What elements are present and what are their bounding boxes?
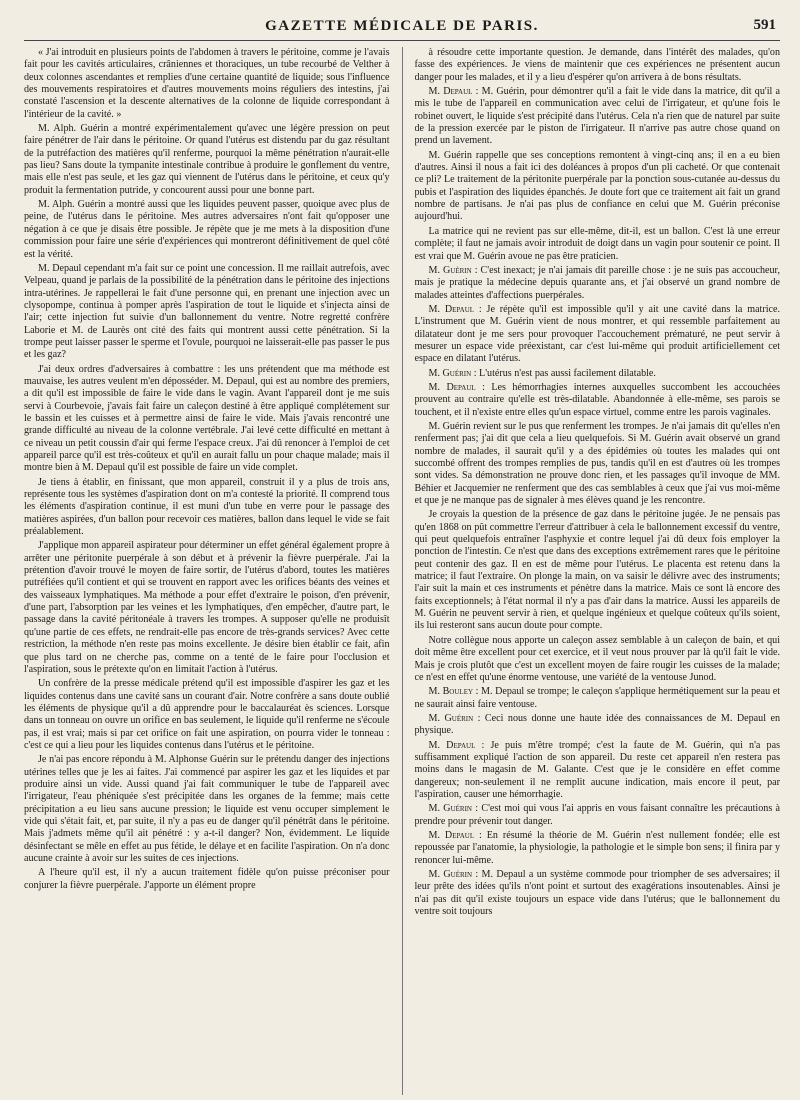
speaker-name: M. Guérin — [428, 803, 472, 815]
paragraph — [415, 226, 781, 263]
paragraph — [415, 713, 781, 738]
paragraph-text: : C'est moi qui vous l'ai appris en vous faisant connaître les précautions à prendre pour prévenir tout danger. — [414, 803, 780, 827]
paragraph — [415, 86, 781, 148]
paragraph-text: J'applique mon appareil aspirateur pour déterminer un effet général également propre à arrêter une péritonite puerpérale à son début et à prévenir la fièvre puerpérale. J'ai la prétention d'avoir trouvé le moyen de faire sortir, de l'utérus d'abord, toutes les matières putréfiées qu'il contient et qui se trouvent en rapport avec les orifices béants des veines et des vaisseaux lymphatiques. Ma méthode a pour effet d'extraire le poison, d'en prévenir, d'une part, l'absorption par les veines et les lymphatiques, d'en empêcher, d'autre part, le passage dans la cavité péritonéale à travers les trompes. A supposer qu'elle ne produisît qu'une partie de ces effets, ne rendrait-elle pas encore de très-grands services? Avec cette restriction, la méthode n'en reste pas moins excellente. Je désire bien établir ce fait, afin que plus tard on ne cherche pas, comme on a tenté de le faire pour l'occlusion et l'aspiration, sous le prétexte qu'on en limitait l'action à l'utérus. — [24, 540, 390, 675]
paragraph-text: : M. Depaul a un système commode pour triompher de ses adversaires; il leur prête des idées qu'ils n'ont point et surtout des exagérations insoutenables. Ainsi je n'ai pas dit qu'il existe toujours un espace vide dans l'utérus; que le ballonnement du ventre soit toujours — [414, 869, 780, 918]
paragraph-text: Je croyais la question de la présence de gaz dans le péritoine jugée. Je ne pensais pas qu'en 1868 on pût commettre l'erreur d'attribuer à cela le ballonnement excessif du ventre, qui peut quelquefois entraîner l'asphyxie et contre lequel j'ai dû deux fois employer la ponction de l'intestin. Ce n'est que dans des exceptions extrêmement rares que le péritoine peut contenir des gaz. Il en est de même pour l'utérus. Le placenta est retenu dans la matrice; il faut l'extraire. On plonge la main, on va saisir le délivre avec des instruments; l'air suit la main et ces instruments et pénètre dans la matrice. Mais ce sont là encore des faits exceptionnels; à l'état normal il n'y a pas d'air dans la matrice. Aussi les appareils de M. Guérin ne peuvent servir à rien, et quelque ingénieux et quelque coûteux qu'ils soient, ils lui resteront sans aucun doute pour compte. — [414, 509, 780, 632]
text-columns — [24, 47, 780, 1095]
paragraph — [24, 47, 390, 121]
paragraph-text: Notre collègue nous apporte un caleçon assez semblable à un caleçon de bain, et qui doit même être excellent pour cet exercice, et il veut nous prouver par là qu'il fait le vide. Mais je crois plutôt que c'est un excellent moyen de faire rougir les cuisses de la malade; ce n'est en effet qu'une énorme ventouse, une variété de la ventouse Junod. — [414, 634, 780, 683]
left-column — [24, 47, 390, 1095]
paragraph-text: M. Guérin revient sur le pus que renferment les trompes. Je n'ai jamais dit qu'elles n'en renferment pas; j'ai dit que cela a lieu quelquefois. Si M. Guérin avait observé un grand nombre de malades, il saurait qu'il y a des épidémies où toutes les malades qui ont succombé offrent des trompes remplies de pus, tandis qu'il en est d'autres où les trompes sont vides. Sa démonstration ne prouve donc rien, et les passages qu'il invoque de MM. Béhier et Jacquemier ne renferment que des cas semblables à ceux que j'ai vus moi-même et que je ne manque pas de signaler à mes élèves quand je les rencontre. — [414, 420, 780, 507]
paragraph — [24, 199, 390, 261]
paragraph-text: à résoudre cette importante question. Je demande, dans l'intérêt des malades, qu'on fasse des expériences. Je viens de maintenir que ces expériences ne présentent aucun danger pour les malades, et il y a lieu d'espérer qu'on arrivera à de bons résultats. — [414, 47, 780, 83]
paragraph — [24, 867, 390, 892]
paragraph-text: M. Guérin rappelle que ses conceptions remontent à vingt-cinq ans; il en a eu bien d'autres. Ainsi il nous a fait ici des doléances à propos d'un pli cacheté. Or que contenait ce pli? Le traitement de la péritonite puerpérale par la ponction sous-cutanée au-dessus du pubis et l'aspiration des liquides épanchés. Je doute fort que ce traitement ait fait un grand nombre de partisans. Je n'ai pas plus de confiance en celui que M. Guérin préconise aujourd'hui. — [414, 149, 780, 223]
speaker-name: M. Guérin — [428, 264, 472, 276]
paragraph-text: : M. Depaul se trompe; le caleçon s'applique hermétiquement sur la peau et ne saurait ainsi faire ventouse. — [414, 686, 780, 710]
speaker-name: M. Depaul — [428, 829, 475, 841]
page-header — [24, 14, 780, 41]
paragraph — [415, 803, 781, 828]
paragraph-text: M. Alph. Guérin a montré aussi que les liquides peuvent passer, quoique avec plus de peine, de l'utérus dans le péritoine. Mes autres adversaires n'ont fait qu'opposer une négation à ce que je disais être possible. Je répète que je me mets à la disposition d'une commission pour faire une série d'expériences qui montreront définitivement de quel côté est la vérité. — [24, 199, 390, 260]
paragraph — [415, 686, 781, 711]
paragraph-text: M. Depaul cependant m'a fait sur ce point une concession. Il me raillait autrefois, avec Velpeau, quand je parlais de la possibilité de la pénétration dans le péritoine des injections intra-utérines. Je rappellerai le fait d'une personne qui, en prenant une injection avec un clysopompe, continua à pomper après l'aspiration de tout le liquide et s'injecta ainsi de l'air; cette injection fut suivie d'un ballonnement du ventre. Notre regretté confrère Laborie et M. de Laurès ont cité des faits qui montrent aussi cette pénétration. Si la trompe peut laisser passer le sperme et l'ovule, pourquoi ne laisserait-elle pas passer le pus et les gaz? — [24, 262, 390, 361]
column-divider — [402, 47, 403, 1095]
paragraph-text: Je n'ai pas encore répondu à M. Alphonse Guérin sur le prétendu danger des injections utérines telles que je les ai faites. J'ai commencé par aspirer les gaz et les liquides et par produire ainsi un vide. Aussi quand j'ai fait communiquer le tube de l'appareil avec l'irrigateur, l'eau phéniquée s'est précipitée dans les organes de la femme; mais cette précipitation a eu lieu sans aucune pression; le liquide est venu occuper simplement le vide qui s'était fait, et, par suite, il n'y a pas eu de danger qu'il pénétrât dans le péritoine. Mais j'admets même qu'il ait pénétré : y a-t-il danger? Non, évidemment. Le liquide désinfectant se mêle en effet au pus fétide, le délaye et en facilite l'aspiration. On n'a donc aucune crainte à avoir sur les suites de ces injections. — [24, 754, 390, 864]
paragraph — [415, 509, 781, 632]
paragraph-text: « J'ai introduit en plusieurs points de l'abdomen à travers le péritoine, comme je l'avais fait pour les cavités articulaires, crâniennes et thoraciques, un tube recourbé de Velther à deux colonnes ascendantes et remplies d'une certaine quantité de liquide; sous l'influence des mouvements respiratoires et d'autres mouvements moins réguliers des intestins, j'ai constaté l'ascension et la descente alternatives de la colonne de liquide correspondant à l'intérieur de la cavité. » — [24, 47, 390, 120]
paragraph — [415, 869, 781, 918]
paragraph — [24, 364, 390, 475]
paragraph-text: : C'est inexact; je n'ai jamais dit pareille chose : je ne suis pas accoucheur, mais je pratique la médecine depuis quarante ans, et j'ai observé un grand nombre de malades atteintes d'affections puerpérales. — [414, 264, 780, 301]
speaker-name: M. Depaul — [428, 739, 476, 751]
paragraph-text: : Ceci nous donne une haute idée des connaissances de M. Depaul en physique. — [414, 712, 780, 737]
paragraph — [24, 477, 390, 539]
paragraph — [415, 368, 781, 380]
paragraph-text: A l'heure qu'il est, il n'y a aucun traitement fidèle qu'on puisse préconiser pour conjurer la fièvre puerpérale. J'apporte un élément propre — [24, 867, 390, 891]
paragraph — [24, 263, 390, 362]
speaker-name: M. Guérin — [428, 869, 473, 880]
speaker-name: M. Guérin — [428, 367, 472, 379]
paragraph-text: J'ai deux ordres d'adversaires à combattre : les uns prétendent que ma méthode est mauvaise, les autres veulent m'en déposséder. M. Depaul, qui est au nombre des premiers, a dit qu'il est impossible de faire le vide dans le vagin. Avant l'appareil dont je me suis servi à Courbevoie, j'avais fait faire un caleçon destiné à être appliqué complétement sur le bassin et les cuisses et à permettre ainsi de faire le vide. Mais j'avais rencontré une grande difficulté au niveau de la colonne vertébrale. J'ai levé cette difficulté en mettant à ce niveau un petit coussin d'air qui ferme l'espace creux. J'ai dû renoncer à l'emploi de cet appareil parce qu'il est très-coûteux et qu'il en aurait fallu un pour chaque malade; mais il montre bien à M. Depaul qu'il est possible de faire un vide complet. — [24, 363, 390, 474]
paragraph-text: M. Alph. Guérin a montré expérimentalement qu'avec une légère pression on peut faire pénétrer de l'air dans le péritoine. Or quand l'utérus est distendu par du gaz résultant de la putréfaction des matières qu'il renferme, pourquoi la même pénétration n'aurait-elle pas lieu? Sans doute la tympanite intestinale contribue à produire le gonflement du ventre, mais elle n'est pas seule, et les gaz qui viennent de l'utérus dans le péritoine, et ceux qu'y produit la fermentation putride, y concourent aussi pour une bonne part. — [24, 123, 390, 196]
paragraph — [24, 540, 390, 676]
speaker-name: M. Guérin — [428, 712, 474, 724]
running-title: GAZETTE MÉDICALE DE PARIS. — [265, 18, 539, 34]
page-number: 591 — [753, 17, 776, 33]
right-column — [415, 47, 781, 1095]
paragraph — [415, 830, 781, 867]
speaker-name: M. Bouley — [428, 686, 474, 698]
paragraph-text: : L'utérus n'est pas aussi facilement dilatable. — [473, 367, 656, 379]
paragraph — [24, 754, 390, 865]
paragraph — [415, 304, 781, 366]
paragraph — [415, 265, 781, 302]
speaker-name: M. Depaul — [428, 86, 473, 98]
paragraph-text: : Je répète qu'il est impossible qu'il y ait une cavité dans la matrice. L'instrument que M. Guérin vient de nous montrer, et qui ressemble parfaitement au dilatateur dont je me sers pour provoquer l'accouchement prématuré, ne peut servir à mesurer un espace vide préexistant, car c'est lui-même qui produit artificiellement cet espace en dilatant l'utérus. — [414, 303, 780, 365]
paragraph-text: La matrice qui ne revient pas sur elle-même, dit-il, est un ballon. C'est là une erreur complète; il faut ne jamais avoir introduit de doigt dans un vagin pour soutenir ce point. Il est vrai que M. Guérin avoue ne pas être praticien. — [414, 225, 780, 262]
paragraph — [415, 635, 781, 684]
paragraph-text: : Les hémorrhagies internes auxquelles succombent les accouchées prouvent au contraire qu'elle est très-dilatable. Abandonnée à elle-même, ses parois se touchent, et il n'existe entre elles qu'un espace virtuel, comme entre les parois vaginales. — [414, 381, 780, 418]
paragraph-text: : M. Guérin, pour démontrer qu'il a fait le vide dans la matrice, dit qu'il a mis le tube de l'appareil en communication avec celui de l'irrigateur, et qu'une fois le robinet ouvert, le liquide s'est précipité dans l'utérus. Cela n'a rien que de naturel par suite de la pression exercée par le piston de l'irrigateur. Il n'arrive pas autre chose quand on prend un lavement. — [414, 86, 780, 147]
speaker-name: M. Depaul — [428, 381, 476, 393]
paragraph — [415, 150, 781, 224]
paragraph — [415, 47, 781, 84]
speaker-name: M. Depaul — [428, 303, 475, 315]
paragraph — [24, 123, 390, 197]
paragraph-text: Un confrère de la presse médicale prétend qu'il est impossible d'aspirer les gaz et les liquides contenus dans une cavité sans un courant d'air. Notre confrère a sans doute oublié les éléments de physique qu'il a dû apprendre pour le baccalauréat ès sciences. Lorsque dans un tonneau on ouvre un orifice en bas seulement, le liquide qu'il renferme ne s'écoule pas, il est vrai; mais si par cet orifice on fait une aspiration, on pourra vider le tonneau : c'est ce qui a lieu pour les liquides contenus dans l'utérus et le péritoine. — [24, 678, 390, 751]
paragraph-text: Je tiens à établir, en finissant, que mon appareil, construit il y a plus de trois ans, représente tous les systèmes d'aspiration dont on m'a contesté la priorité. Il comprend tous les éléments d'aspiration continue, il est muni d'un tube en verre pour le passage des matières aspirées, d'un ballon pour recevoir ces matières, ballon dans lequel le vide se fait préalablement. — [24, 476, 390, 538]
paragraph — [415, 740, 781, 802]
paragraph-text: : En résumé la théorie de M. Guérin n'est nullement fondée; elle est repoussée par l'anatomie, la physiologie, la pathologie et le simple bon sens; il finira par y renoncer lui-même. — [414, 829, 780, 866]
paragraph-text: : Je puis m'être trompé; c'est la faute de M. Guérin, qui n'a pas suffisamment expliqué l'action de son appareil. Du reste cet appareil n'en restera pas moins dans le magasin de M. Galante. C'est que je le considère en effet comme dangereux; non-seulement il ne remplit aucune indication, mais encore il peut, par l'aspiration, causer une hémorrhagie. — [414, 739, 780, 800]
paragraph — [415, 421, 781, 507]
paragraph — [24, 678, 390, 752]
paragraph — [415, 382, 781, 419]
